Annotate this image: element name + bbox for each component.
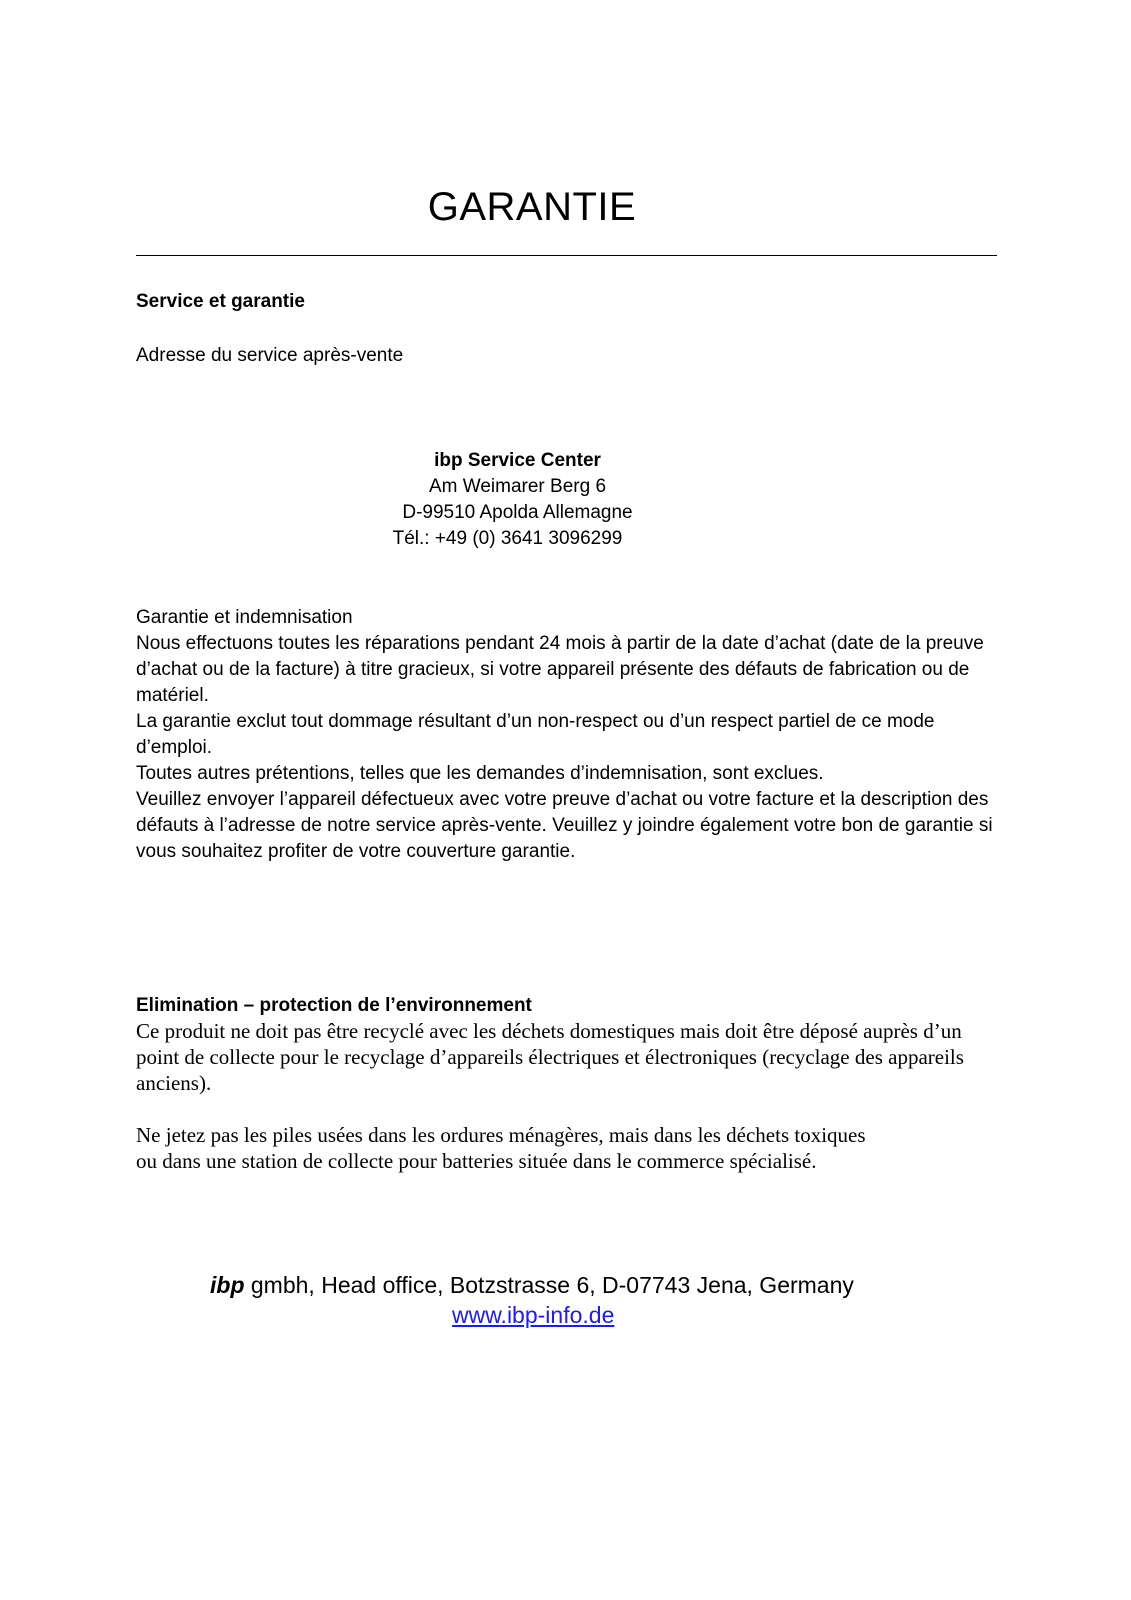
service-center-street: Am Weimarer Berg 6 [428,476,607,497]
company-address: gmbh, Head office, Botzstrasse 6, D-07743 Jena, Germany [244,1272,854,1298]
batteries-line-2: ou dans une station de collecte pour batteries située dans le commerce spécialisé. [136,1149,817,1173]
service-address-block [330,448,705,552]
service-heading: Service et garantie [136,291,305,312]
warranty-heading: Garantie et indemnisation [136,607,353,628]
service-subtitle: Adresse du service après-vente [136,345,404,366]
service-center-city: D-99510 Apolda Allemagne [402,502,633,523]
elimination-paragraph: Ce produit ne doit pas être recyclé avec les déchets domestiques mais doit être déposé auprès d’un point de collecte pour le recyclage d’appareils électriques et électroniques (recyclage des appareils anciens). [136,1019,964,1095]
warranty-section [136,605,996,865]
batteries-line-1: Ne jetez pas les piles usées dans les ordures ménagères, mais dans les déchets toxiques [136,1123,866,1147]
elimination-paragraph-batteries [136,1122,1006,1174]
company-address-line [210,1270,854,1300]
warranty-paragraph: Nous effectuons toutes les réparations pendant 24 mois à partir de la date d’achat (date de la preuve d’achat ou de la facture) à titre gracieux, si votre appareil présente des défauts de fabrication ou de matériel. [136,633,984,706]
service-center-name: ibp Service Center [434,450,601,471]
service-center-phone: Tél.: +49 (0) 3641 3096299 [392,528,623,549]
elimination-section [136,1018,1006,1200]
company-brand: ibp [210,1272,245,1298]
website-link[interactable]: www.ibp-info.de [452,1302,615,1328]
warranty-paragraph: Toutes autres prétentions, telles que les demandes d’indemnisation, sont exclues. [136,763,824,784]
page-title: GARANTIE [427,185,637,229]
warranty-paragraph: La garantie exclut tout dommage résultant d’un non-respect ou d’un respect partiel de ce mode d’emploi. [136,711,935,758]
title-underline [136,255,997,256]
elimination-heading: Elimination – protection de l’environnement [136,995,532,1016]
warranty-paragraph: Veuillez envoyer l’appareil défectueux avec votre preuve d’achat ou votre facture et la description des défauts à l’adresse de notre service après-vente. Veuillez y joindre également votre bon de garantie si vous souhaitez profiter de votre couverture garantie. [136,789,993,862]
